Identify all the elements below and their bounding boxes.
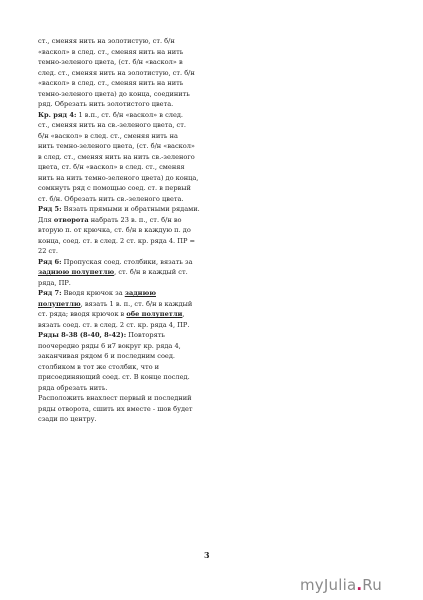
bold-underlined-term: заднюю [124, 289, 156, 297]
text-span: Пропуская соед. столбики, вязать за [61, 257, 193, 266]
paragraph-row-5 [38, 204, 222, 257]
paragraph-row-7 [38, 288, 222, 330]
text-line: столбиком в тот же столбик, что и [38, 362, 160, 371]
text-line: ст., сменяя нить на св.-зеленого цвета, ст. [38, 121, 186, 129]
watermark-part: my [300, 576, 324, 594]
watermark-part: Ru [362, 576, 382, 594]
text-span: , [182, 310, 185, 318]
paragraph-rows-8-38 [38, 330, 222, 393]
row-label: Ряды 8-38 (8-40, 8-42): [38, 331, 127, 339]
text-span: набрать 23 в. п., ст. б/н во [88, 215, 182, 224]
text-line [38, 309, 222, 320]
text-span: Повторять [126, 331, 165, 339]
text-line: цвета, ст. б/н «васкол» в след. ст., сменяя [38, 163, 185, 171]
text-line: ряд. Обрезать нить золотистого цвета. [38, 100, 174, 108]
row-label: Ряд 7: [38, 289, 62, 297]
text-line: след. ст., сменяя нить на золотистую, ст. б/н [38, 68, 195, 77]
text-line [38, 267, 222, 278]
text-line: сомкнуть ряд с помощью соед. ст. в первый [38, 184, 191, 192]
bold-underlined-term: обе полупетли [126, 310, 183, 318]
text-line [38, 299, 222, 310]
row-label: Ряд 6: [38, 257, 62, 266]
bold-underlined-term: полупетлю [38, 299, 81, 308]
text-span: Вводя крючок за [61, 289, 125, 297]
text-line: ряда обрезать нить. [38, 383, 108, 392]
text-line: заканчивая рядом 6 и последним соед. [38, 352, 175, 360]
text-line: нить темно-зеленого цвета, (ст. б/н «васкол» [38, 142, 195, 150]
text-line: «васкол» в след. ст., сменяя нить на нить [38, 47, 184, 56]
text-line [38, 330, 222, 341]
text-span: , вязать 1 в. п., ст. б/н в каждый [80, 299, 193, 308]
text-line: ряда, ПР. [38, 278, 71, 287]
row-label: Кр. ряд 4: [38, 110, 77, 119]
watermark-dot: . [356, 576, 363, 594]
text-line [38, 204, 222, 215]
text-line: ст., сменяя нить на золотистую, ст. б/н [38, 37, 175, 45]
text-line: сзади по центру. [38, 415, 97, 423]
text-line: ст. б/н. Обрезать нить св.-зеленого цвета. [38, 194, 184, 203]
paragraph-row-6 [38, 257, 222, 289]
document-body [38, 36, 222, 425]
text-line [38, 257, 222, 268]
watermark-part: Julia [323, 576, 357, 594]
text-line [38, 215, 222, 226]
row-label: Ряд 5: [38, 205, 62, 213]
text-line: Расположить внахлест первый и последний [38, 394, 192, 402]
page-number: 3 [204, 550, 210, 560]
text-line: конца, соед. ст. в след. 2 ст. кр. ряда 4. ПР = [38, 236, 196, 245]
text-line: поочередно ряды 6 и7 вокруг кр. ряда 4, [38, 341, 181, 350]
text-line: темно-зеленого цвета, (ст. б/н «васкол» в [38, 58, 183, 66]
text-line: ряды отворота, сшить их вместе - шов будет [38, 404, 193, 413]
text-line [38, 110, 222, 121]
text-line: темно-зеленого цвета) до конца, соединить [38, 89, 190, 98]
text-line [38, 288, 222, 299]
text-span: ст. ряда; вводя крючок в [38, 310, 127, 318]
text-line: «васкол» в след. ст., сменяя нить на нить [38, 79, 184, 87]
text-line: вязать соед. ст. в след. 2 ст. кр. ряда 4, ПР. [38, 320, 190, 329]
text-line: присоединяющий соед. ст. В конце послед. [38, 373, 190, 381]
text-span: 1 в.п., ст. б/н «васкол» в след. [76, 110, 184, 119]
paragraph-kr-row-4 [38, 110, 222, 205]
text-line: вторую п. от крючка, ст. б/н в каждую п. до [38, 226, 191, 234]
text-line: нить на нить темно-зеленого цвета) до конца, [38, 173, 199, 182]
text-span: Для [38, 215, 54, 224]
text-span: , ст. б/н в каждый ст. [114, 268, 188, 276]
paragraph-final [38, 393, 222, 425]
bold-underlined-term: заднюю полупетлю [38, 268, 115, 276]
paragraph-intro [38, 36, 222, 110]
bold-term: отворота [53, 215, 89, 224]
text-line: б/н «васкол» в след. ст., сменяя нить на [38, 131, 178, 140]
site-watermark-logo [300, 576, 382, 594]
text-line: 22 ст. [38, 247, 58, 255]
text-line: в след. ст., сменяя нить на нить св.-зеленого [38, 152, 195, 161]
text-span: Вязать прямыми и обратными рядами. [61, 205, 200, 213]
